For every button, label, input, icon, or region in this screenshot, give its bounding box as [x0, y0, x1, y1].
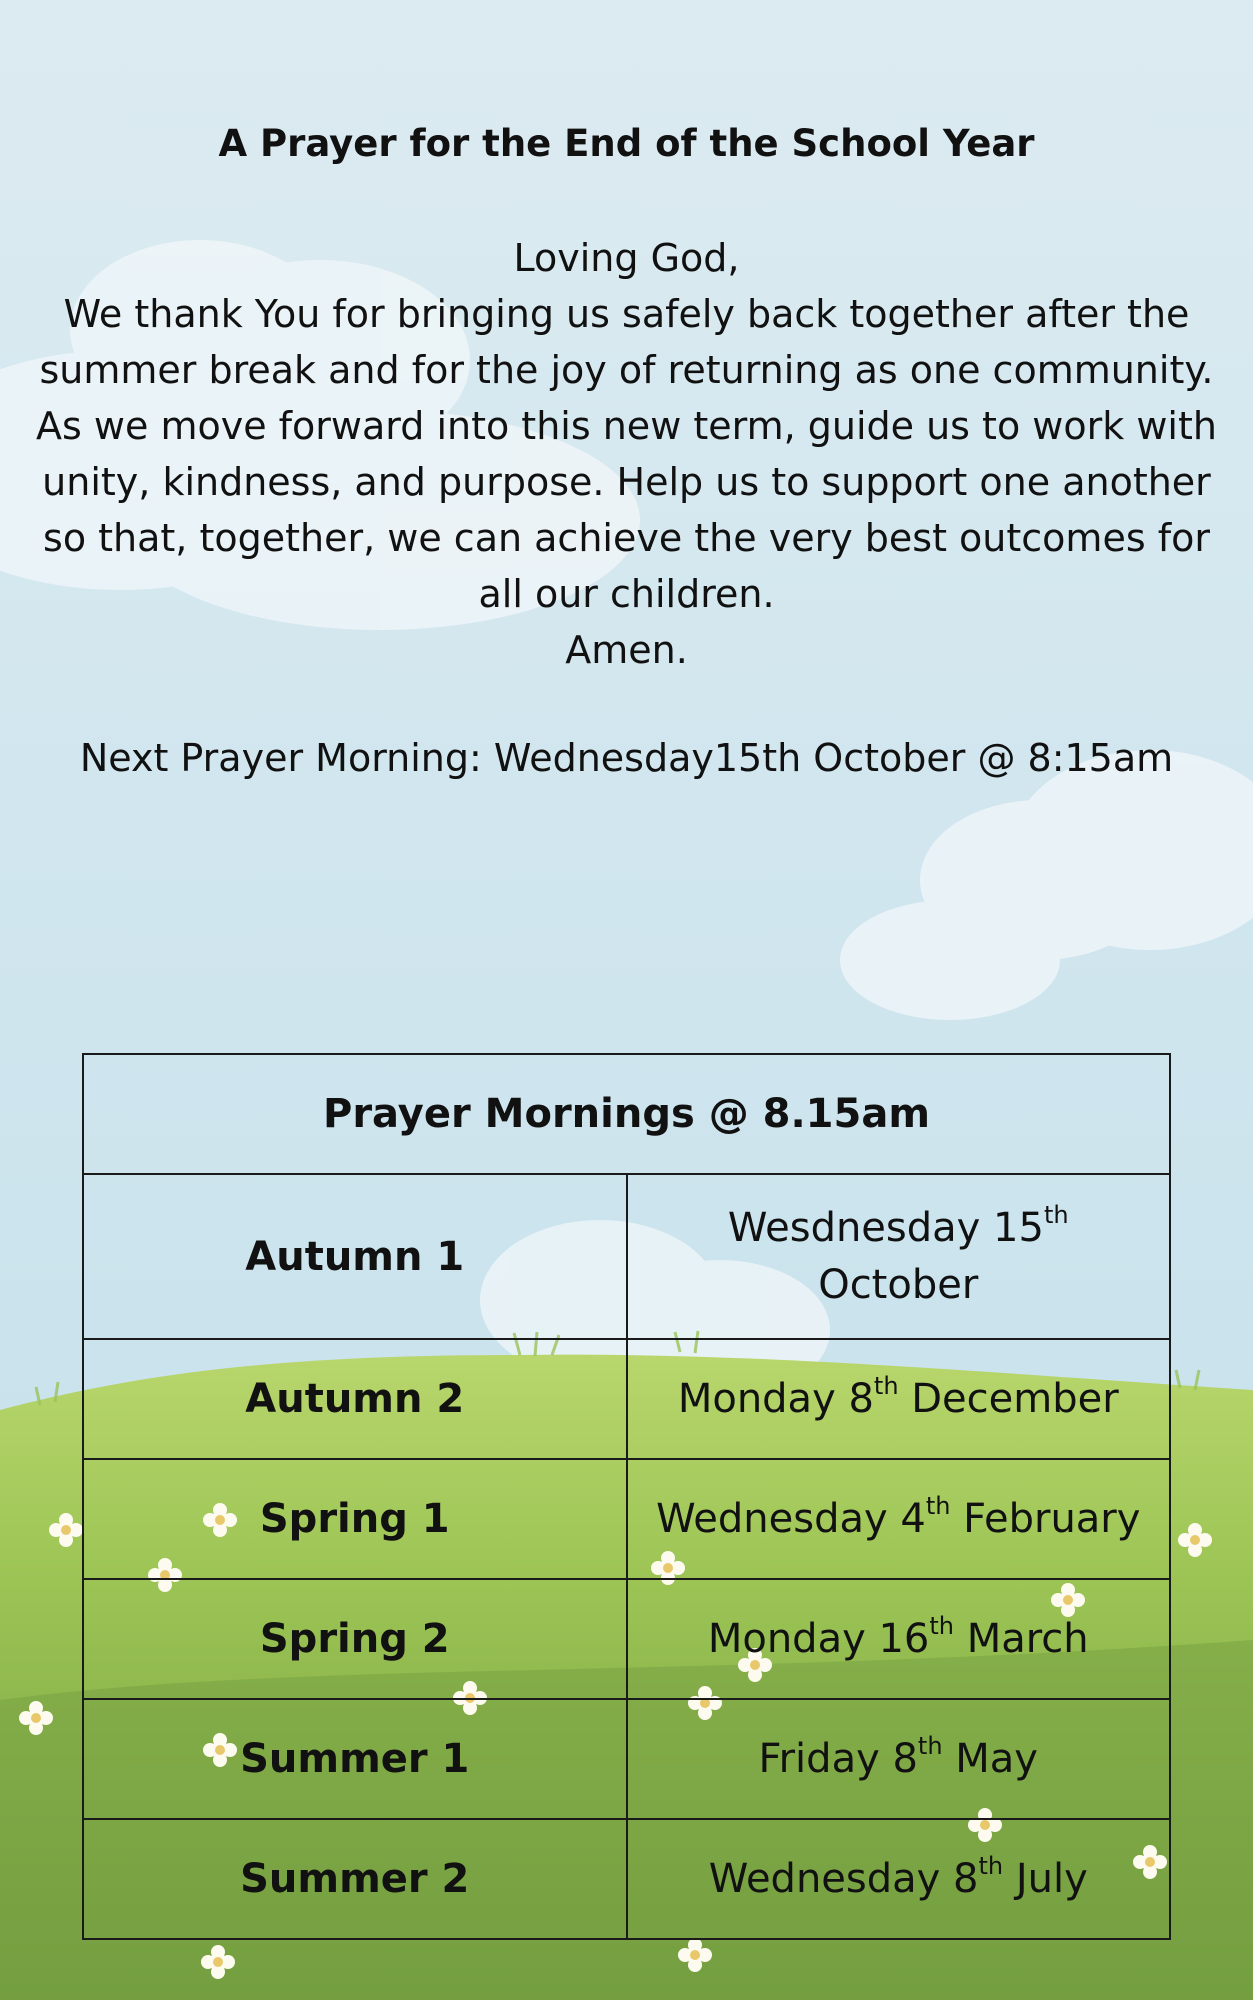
date-suffix: th: [925, 1491, 951, 1520]
date-month: October: [818, 1261, 979, 1308]
date-day: Wednesday 4: [656, 1495, 926, 1542]
prayer-line: Amen.: [565, 628, 688, 672]
date-cell: [627, 1819, 1171, 1939]
prayer-line: so that, together, we can achieve the very best outcomes for: [43, 516, 1210, 560]
date-suffix: th: [978, 1851, 1004, 1880]
term-cell: Summer 1: [83, 1699, 627, 1819]
date-cell: [627, 1579, 1171, 1699]
prayer-line: As we move forward into this new term, guide us to work with: [36, 404, 1217, 448]
date-cell: [627, 1459, 1171, 1579]
prayer-line: We thank You for bringing us safely back together after the: [63, 292, 1190, 336]
date-day: Monday 8: [677, 1375, 874, 1422]
date-suffix: th: [1043, 1200, 1069, 1229]
term-cell: Spring 1: [83, 1459, 627, 1579]
term-cell: Autumn 1: [83, 1174, 627, 1339]
date-day: Wednesday 8: [708, 1855, 979, 1902]
date-suffix: th: [929, 1611, 954, 1640]
table-row: [83, 1174, 1170, 1339]
prayer-line: Loving God,: [513, 236, 740, 280]
date-month: May: [955, 1735, 1038, 1782]
next-prayer-morning: Next Prayer Morning: Wednesday15th October @ 8:15am: [79, 736, 1174, 780]
date-day: Monday 16: [707, 1615, 930, 1662]
table-header: Prayer Mornings @ 8.15am: [83, 1054, 1170, 1174]
date-suffix: th: [917, 1731, 943, 1760]
table-row: [83, 1579, 1170, 1699]
table-row: [83, 1819, 1170, 1939]
date-cell: [627, 1339, 1171, 1459]
date-cell: [627, 1699, 1171, 1819]
date-month: March: [966, 1615, 1089, 1662]
date-day: Friday 8: [758, 1735, 918, 1782]
date-suffix: th: [873, 1371, 899, 1400]
term-cell: Spring 2: [83, 1579, 627, 1699]
term-cell: Summer 2: [83, 1819, 627, 1939]
prayer-line: all our children.: [478, 572, 775, 616]
date-day: Wesdnesday 15: [727, 1204, 1044, 1251]
date-month: February: [963, 1495, 1141, 1542]
prayer-line: unity, kindness, and purpose. Help us to support one another: [42, 460, 1211, 504]
date-month: December: [911, 1375, 1119, 1422]
date-cell: [627, 1174, 1171, 1339]
date-month: July: [1015, 1855, 1088, 1902]
prayer-text: [20, 230, 1233, 678]
table-row: [83, 1339, 1170, 1459]
prayer-schedule-table: [82, 1053, 1171, 1940]
table-row: [83, 1459, 1170, 1579]
table-row: [83, 1699, 1170, 1819]
prayer-line: summer break and for the joy of returning as one community.: [39, 348, 1214, 392]
page-title: A Prayer for the End of the School Year: [218, 122, 1035, 165]
term-cell: Autumn 2: [83, 1339, 627, 1459]
